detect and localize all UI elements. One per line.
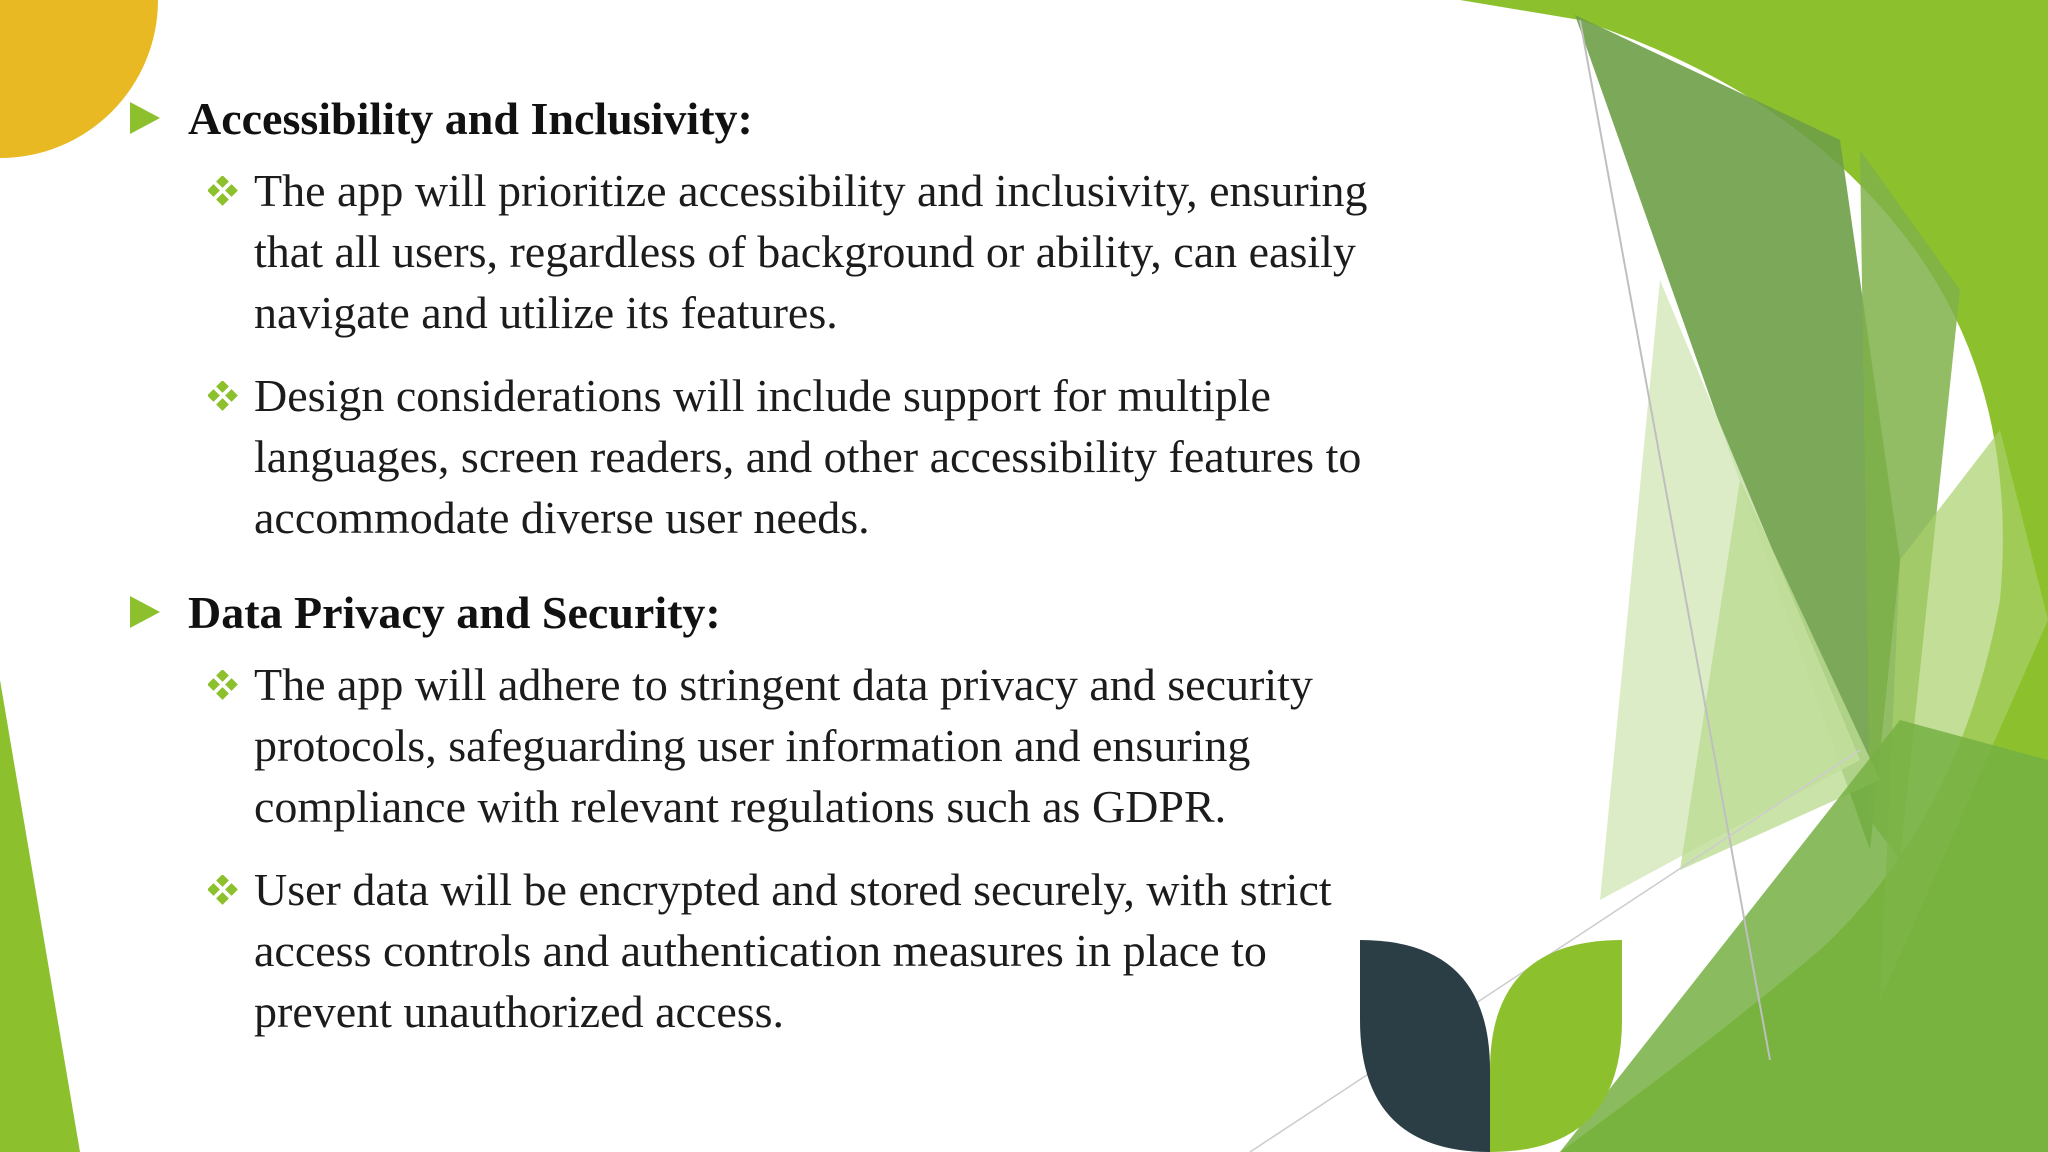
section-privacy	[130, 582, 1550, 1042]
bullet-line: languages, screen readers, and other accessibility features to	[254, 431, 1362, 482]
bullet-item	[254, 654, 1554, 837]
bullet-line: The app will adhere to stringent data privacy and security	[254, 659, 1313, 710]
triangle-bullet-icon	[130, 596, 160, 628]
diamond-bullet-icon	[208, 670, 238, 700]
section-heading-row	[130, 582, 1550, 642]
bullet-line: The app will prioritize accessibility and inclusivity, ensuring	[254, 165, 1368, 216]
diamond-bullet-icon	[208, 875, 238, 905]
bullet-line: navigate and utilize its features.	[254, 287, 838, 338]
bullet-line: prevent unauthorized access.	[254, 986, 785, 1037]
diamond-bullet-icon	[208, 176, 238, 206]
section-heading: Accessibility and Inclusivity:	[188, 92, 753, 144]
bullet-item	[254, 859, 1554, 1042]
bullet-item	[254, 365, 1554, 548]
bullet-line: User data will be encrypted and stored securely, with strict	[254, 864, 1332, 915]
bullet-line: accommodate diverse user needs.	[254, 492, 870, 543]
section-accessibility	[130, 88, 1550, 548]
bullet-line: protocols, safeguarding user information and ensuring	[254, 720, 1251, 771]
bullet-line: that all users, regardless of background or ability, can easily	[254, 226, 1356, 277]
diamond-bullet-icon	[208, 381, 238, 411]
triangle-bullet-icon	[130, 102, 160, 134]
bullet-line: compliance with relevant regulations such as GDPR.	[254, 781, 1227, 832]
bullet-line: Design considerations will include support for multiple	[254, 370, 1271, 421]
bullet-item	[254, 160, 1554, 343]
section-heading-row	[130, 88, 1550, 148]
bullet-line: access controls and authentication measures in place to	[254, 925, 1267, 976]
section-heading: Data Privacy and Security:	[188, 586, 721, 638]
